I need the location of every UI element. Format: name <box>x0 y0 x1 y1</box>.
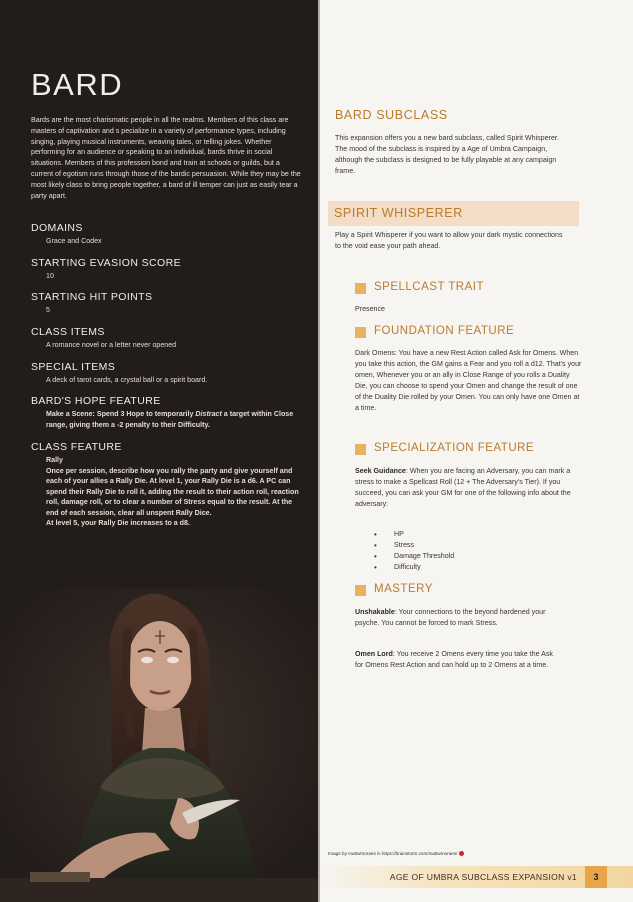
bard-portrait-illustration <box>0 588 318 902</box>
list-item: • Damage Threshold <box>374 551 454 562</box>
class-items-section <box>31 326 306 351</box>
adversary-info-list <box>374 529 454 573</box>
hit-points-value: 5 <box>46 306 50 314</box>
class-title: BARD <box>31 67 124 102</box>
class-feature-name: Rally <box>46 456 63 464</box>
hit-points-section <box>31 291 306 316</box>
unshakable-desc: : Your connections to the beyond hardened your psyche. You cannot be forced to mark Stress. <box>355 608 546 627</box>
mastery-heading: MASTERY <box>374 583 433 595</box>
foundation-text <box>355 348 583 414</box>
specialization-square-icon <box>355 444 366 455</box>
hope-feature-text <box>31 409 306 430</box>
specialization-heading: SPECIALIZATION FEATURE <box>374 442 535 454</box>
class-items-value: A romance novel or a letter never opened <box>46 341 177 349</box>
pinterest-icon <box>459 851 464 856</box>
right-column <box>320 0 633 902</box>
spellcast-value: Presence <box>355 305 385 313</box>
spellcast-heading: SPELLCAST TRAIT <box>374 281 484 293</box>
class-feature-text: Once per session, describe how you rally the party and give yourself and each of your allies a Rally Die. At level 1, your Rally Die is a d6. A PC can spend their Rally Die to roll it, adding the result to their action roll, reaction roll, damage roll, or to clear a number of Stress equal to the result. At the end of each session, clear all unspent Rally Dice. <box>46 466 299 517</box>
page-footer <box>320 866 633 888</box>
bard-subclass-text: This expansion offers you a new bard subclass, called Spirit Whisperer. The mood of the subclass is inspired by a Age of Umbra Campaign, although the subclass is designed to be fully playable at any campaign frame. <box>335 134 559 175</box>
list-item: • Stress <box>374 540 454 551</box>
specialization-feature-text: : When you are facing an Adversary, you can mark a stress to make a Spellcast Roll (12 + The Adversary's Tier). If you succeed, you can ask your GM for one of the following info about the adversary: <box>355 467 571 508</box>
list-item: • Difficulty <box>374 562 454 573</box>
bard-subclass-heading: BARD SUBCLASS <box>335 108 448 122</box>
foundation-feature-text: : You have a new Rest Action called Ask for Omens. When you take this action, the GM gains a Fear and you roll a d12. That's your omen, Whenever you or an ally in Close Range of you rolls a Duality Die, you can choose to spend your Omen and change the result of one of the Duality Die rolled by your Omen. You can only have one Omen at a time. <box>355 349 582 412</box>
foundation-square-icon <box>355 327 366 338</box>
special-items-heading: SPECIAL ITEMS <box>31 361 116 373</box>
unshakable-name: Unshakable <box>355 608 395 616</box>
specialization-feature-name: Seek Guidance <box>355 467 406 475</box>
footer-title: AGE OF UMBRA SUBCLASS EXPANSION v1 <box>389 872 577 882</box>
hope-feature-heading: BARD'S HOPE FEATURE <box>31 395 161 407</box>
mastery-square-icon <box>355 585 366 596</box>
specialization-text <box>355 466 583 510</box>
domains-heading: DOMAINS <box>31 222 83 234</box>
unshakable-text <box>355 607 555 629</box>
hope-feature-part1: Make a Scene: Spend 3 Hope to temporarily <box>46 410 196 418</box>
evasion-value: 10 <box>46 272 54 280</box>
omen-lord-desc: : You receive 2 Omens every time you take the Ask for Omens Rest Action and can hold up to 2 Omens at a time. <box>355 650 553 669</box>
omen-lord-name: Omen Lord <box>355 650 393 658</box>
evasion-heading: STARTING EVASION SCORE <box>31 257 181 269</box>
class-feature-level5: At level 5, your Rally Die increases to a d8. <box>46 519 190 527</box>
page-number: 3 <box>585 866 607 888</box>
hope-feature-part2: a target within Close range, giving them a -2 penalty to their Difficulty. <box>46 410 294 429</box>
special-items-value: A deck of tarot cards, a crystal ball or a spirit board. <box>46 376 208 384</box>
hope-feature-emph: Distract <box>195 410 222 418</box>
foundation-feature-name: Dark Omens <box>355 349 395 357</box>
spirit-whisperer-text: Play a Spirit Whisperer if you want to allow your dark mystic connections to the void ease your path ahead. <box>335 231 563 250</box>
class-intro: Bards are the most charismatic people in all the realms. Members of this class are masters of captivation and s pecialize in a variety of performance types, including singing, playing musical instruments, weaving tales, or telling jokes. Whether performing for an audience or speaking to an individual, bards thrive in social situations. Members of this profession bond and train at schools or guilds, but a current of egotism runs through those of the bardic persuasion. While they may be the most likely class to bring people together, a bard of ill temper can just as easily tear a party apart. <box>31 116 301 200</box>
foundation-heading: FOUNDATION FEATURE <box>374 325 515 337</box>
spirit-whisperer-heading: SPIRIT WHISPERER <box>334 206 463 220</box>
image-credit-text: Image by mattwmoraes in https://brainstorm.com/mattwmoraes/ <box>328 851 458 856</box>
spirit-whisperer-band <box>328 201 579 226</box>
evasion-section <box>31 257 306 282</box>
class-items-heading: CLASS ITEMS <box>31 326 105 338</box>
spellcast-square-icon <box>355 283 366 294</box>
hope-feature-section <box>31 395 306 430</box>
class-feature-section <box>31 441 306 529</box>
class-feature-heading: CLASS FEATURE <box>31 441 122 453</box>
list-item: • HP <box>374 529 454 540</box>
domains-section <box>31 222 306 247</box>
omen-lord-text <box>355 649 555 671</box>
image-credit <box>328 851 464 856</box>
hit-points-heading: STARTING HIT POINTS <box>31 291 153 303</box>
domains-value: Grace and Codex <box>46 237 102 245</box>
special-items-section <box>31 361 306 386</box>
